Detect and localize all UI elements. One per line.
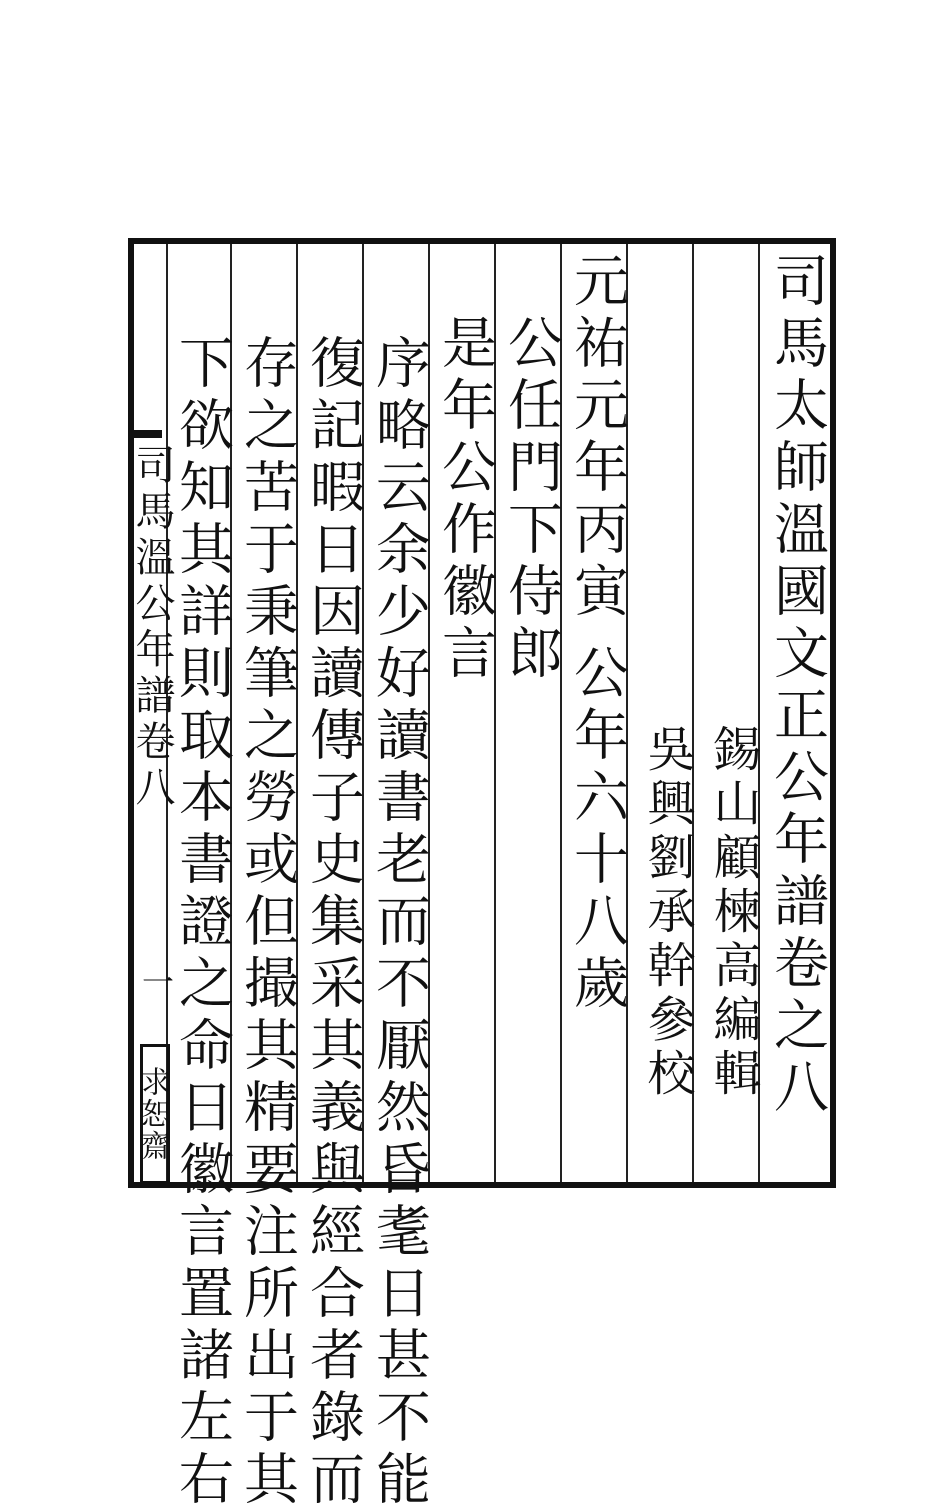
text-line: 下欲知其詳則取本書證之命日徽言置諸左右 (170, 334, 234, 1512)
year-heading: 元祐元年丙寅 (565, 252, 629, 624)
page-frame (128, 238, 836, 1512)
event-entry: 是年公作徽言 (433, 314, 497, 686)
publisher-mark: 求恕齋 (140, 1044, 170, 1184)
text-line: 存之苦于秉筆之勞或但撮其精要注所出于其 (235, 334, 299, 1512)
proofreader-credit: 吳興劉承幹參校 (639, 724, 695, 1102)
text-line: 復記暇日因讀傳子史集采其義與經合者錄而 (301, 334, 365, 1512)
age-note: 公年六十八歲 (565, 644, 629, 1016)
text-line: 序略云余少好讀書老而不厭然昏耄日甚不能 (367, 334, 431, 1512)
compiler-credit: 錫山顧楝高編輯 (705, 724, 761, 1102)
page-title: 司馬太師溫國文正公年譜卷之八 (765, 252, 829, 1120)
office-entry: 公任門下侍郎 (499, 314, 563, 686)
fishtail-mark (134, 430, 162, 438)
spine-title: 司馬溫公年譜卷八 (129, 444, 175, 812)
leaf-number: 一 (142, 963, 175, 1001)
